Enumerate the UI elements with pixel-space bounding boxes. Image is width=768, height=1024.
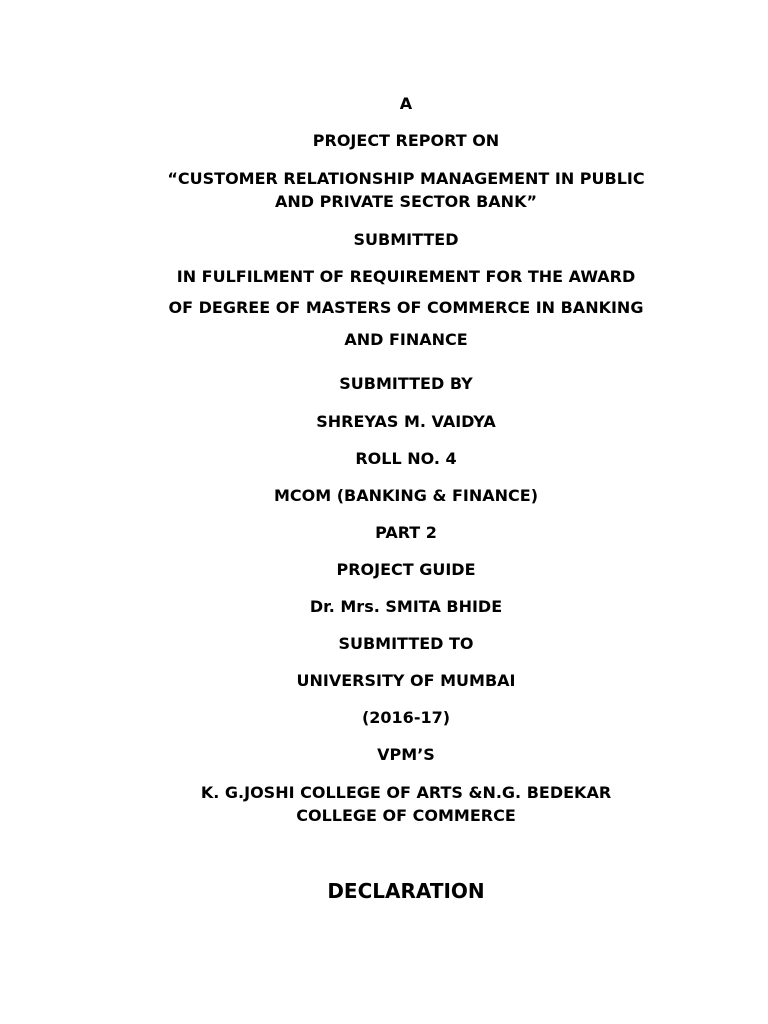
project-guide-name: Dr. Mrs. SMITA BHIDE (309, 597, 503, 616)
student-name: SHREYAS M. VAIDYA (316, 412, 496, 431)
course-name: MCOM (BANKING & FINANCE) (273, 486, 539, 505)
submitted-label: SUBMITTED (353, 230, 459, 249)
college-name-line-2: COLLEGE OF COMMERCE (296, 806, 516, 825)
college-name-line-1: K. G.JOSHI COLLEGE OF ARTS &N.G. BEDEKAR (200, 783, 612, 802)
fulfilment-line-3: AND FINANCE (344, 330, 468, 349)
fulfilment-line-2: OF DEGREE OF MASTERS OF COMMERCE IN BANKING (168, 298, 644, 317)
cover-article: A (399, 94, 413, 113)
course-part: PART 2 (375, 523, 437, 542)
declaration-heading: DECLARATION (327, 879, 485, 903)
fulfilment-line-1: IN FULFILMENT OF REQUIREMENT FOR THE AWARD (176, 267, 636, 286)
roll-number: ROLL NO. 4 (355, 449, 457, 468)
society-name: VPM’S (377, 745, 435, 764)
report-on-label: PROJECT REPORT ON (312, 131, 500, 150)
project-guide-label: PROJECT GUIDE (336, 560, 476, 579)
submitted-by-label: SUBMITTED BY (339, 374, 473, 393)
project-title-line-2: AND PRIVATE SECTOR BANK” (275, 192, 537, 211)
academic-year: (2016-17) (361, 708, 451, 727)
university-name: UNIVERSITY OF MUMBAI (296, 671, 516, 690)
submitted-to-label: SUBMITTED TO (338, 634, 474, 653)
project-title-line-1: “CUSTOMER RELATIONSHIP MANAGEMENT IN PUBLIC (167, 169, 645, 188)
